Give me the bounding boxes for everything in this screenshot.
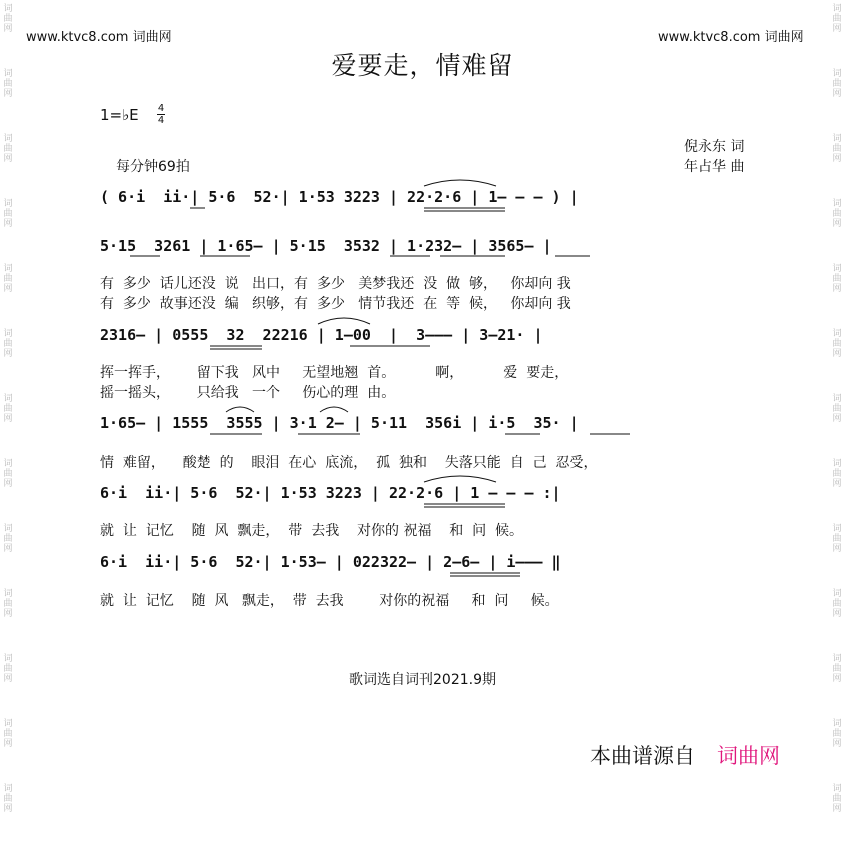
side-watermark-char: 词 xyxy=(3,524,13,534)
side-watermark-char: 曲 xyxy=(832,404,842,414)
lyric-line-4: 情 难留， 酸楚 的 眼泪 在心 底流， 孤 独和 失落只能 自 己 忍受， xyxy=(100,455,598,471)
side-watermark-char: 词 xyxy=(832,459,842,469)
site-watermark-left-text: www.ktvc8.com 词曲网 xyxy=(26,30,172,45)
side-watermark-char: 词 xyxy=(832,134,842,144)
side-watermark-char: 词 xyxy=(3,134,13,144)
side-watermark-char: 网 xyxy=(3,739,13,749)
side-watermark-char: 曲 xyxy=(832,534,842,544)
side-watermark-char: 词 xyxy=(832,4,842,14)
lyric-line-2-verse-2: 有 多少 故事还没 编 织够，有 多少 情节我还 在 等 候， 你却向 我 xyxy=(100,296,571,312)
side-watermark-char: 词 xyxy=(3,784,13,794)
side-watermark-char: 词 xyxy=(832,719,842,729)
side-watermark-char: 词 xyxy=(3,4,13,14)
lyric-line-6: 就 让 记忆 随 风 飘走， 带 去我 对你的祝福 和 问 候。 xyxy=(100,593,559,609)
side-watermark-char: 曲 xyxy=(832,599,842,609)
side-watermark-char: 网 xyxy=(832,739,842,749)
composer-credit: 年占华 曲 xyxy=(684,159,745,175)
side-watermark-char: 词 xyxy=(832,199,842,209)
side-watermark-char: 词 xyxy=(3,69,13,79)
meter-bottom: 4 xyxy=(157,115,165,126)
side-watermark-char: 网 xyxy=(3,24,13,34)
side-watermark-char: 曲 xyxy=(3,469,13,479)
side-watermark-char: 网 xyxy=(832,804,842,814)
side-watermark-char: 曲 xyxy=(3,209,13,219)
side-watermark-char: 网 xyxy=(3,349,13,359)
side-watermark-char: 曲 xyxy=(3,599,13,609)
side-watermark-char: 词 xyxy=(832,654,842,664)
notation-line-1: ( 6·i ii·| 5·6 52·| 1·53 3223 | 22·2·6 | 1— — — ) | xyxy=(100,188,579,206)
side-watermark-char: 网 xyxy=(3,479,13,489)
side-watermark-char: 曲 xyxy=(832,209,842,219)
side-watermark-char: 曲 xyxy=(832,339,842,349)
side-watermark-char: 曲 xyxy=(3,534,13,544)
notation-line-6: 6·i ii·| 5·6 52·| 1·53— | 022322— | 2—6— | i——— ‖ xyxy=(100,553,561,571)
side-watermark-char: 网 xyxy=(3,674,13,684)
side-watermark-char: 词 xyxy=(832,524,842,534)
side-watermark-char: 网 xyxy=(832,544,842,554)
side-watermark-char: 网 xyxy=(3,89,13,99)
side-watermark-char: 词 xyxy=(3,394,13,404)
side-watermark-char: 词 xyxy=(832,329,842,339)
side-watermark-char: 网 xyxy=(832,89,842,99)
side-watermark-char: 曲 xyxy=(3,274,13,284)
side-watermark-char: 词 xyxy=(3,264,13,274)
side-watermark-char: 曲 xyxy=(832,144,842,154)
notation-line-2: 5·15 3261 | 1·65— | 5·15 3532 | 1·232— | 3565— | xyxy=(100,237,552,255)
side-watermark-char: 词 xyxy=(832,784,842,794)
lyricist-credit: 倪永东 词 xyxy=(684,139,745,155)
notation-line-3: 2316— | 0555 32 22216 | 1—00 | 3——— | 3—21· | xyxy=(100,326,543,344)
side-watermark-char: 网 xyxy=(832,479,842,489)
side-watermark-char: 网 xyxy=(832,154,842,164)
side-watermark-char: 曲 xyxy=(3,339,13,349)
side-watermark-char: 网 xyxy=(832,284,842,294)
side-watermark-char: 曲 xyxy=(832,729,842,739)
side-watermark-char: 曲 xyxy=(832,14,842,24)
side-watermark-char: 曲 xyxy=(832,794,842,804)
side-watermark-char: 词 xyxy=(3,199,13,209)
side-watermark-char: 词 xyxy=(3,589,13,599)
side-watermark-char: 曲 xyxy=(3,14,13,24)
lyric-line-3-verse-2: 摇一摇头， 只给我 一个 伤心的理 由。 xyxy=(100,385,396,401)
side-watermark-char: 网 xyxy=(3,609,13,619)
side-watermark-char: 词 xyxy=(832,394,842,404)
side-watermark-char: 曲 xyxy=(832,79,842,89)
side-watermark-char: 网 xyxy=(3,804,13,814)
side-watermark-char: 曲 xyxy=(3,794,13,804)
side-watermark-char: 曲 xyxy=(3,79,13,89)
side-watermark-char: 词 xyxy=(3,654,13,664)
side-watermark-char: 曲 xyxy=(832,664,842,674)
side-watermark-char: 曲 xyxy=(3,729,13,739)
key-signature: 1=♭E xyxy=(100,106,139,124)
side-watermark-char: 曲 xyxy=(832,469,842,479)
side-watermark-char: 网 xyxy=(3,154,13,164)
source-note: 歌词选自词刊2021.9期 xyxy=(349,672,496,688)
side-watermark-char: 网 xyxy=(3,284,13,294)
side-watermark-char: 网 xyxy=(832,609,842,619)
side-watermark-char: 词 xyxy=(3,459,13,469)
side-watermark-char: 曲 xyxy=(3,664,13,674)
side-watermark-char: 网 xyxy=(832,219,842,229)
side-watermark-char: 词 xyxy=(3,719,13,729)
side-watermark-char: 网 xyxy=(3,414,13,424)
side-watermark-char: 曲 xyxy=(3,404,13,414)
side-watermark-char: 曲 xyxy=(832,274,842,284)
footer-prefix: 本曲谱源自 xyxy=(590,744,695,768)
footer-brand: 词曲网 xyxy=(717,744,780,768)
side-watermark-char: 词 xyxy=(832,264,842,274)
side-watermark-char: 词 xyxy=(832,589,842,599)
side-watermark-char: 网 xyxy=(832,24,842,34)
site-watermark-right-text: www.ktvc8.com 词曲网 xyxy=(658,30,804,45)
side-watermark-char: 词 xyxy=(3,329,13,339)
side-watermark-char: 网 xyxy=(832,414,842,424)
side-watermark-char: 词 xyxy=(832,69,842,79)
side-watermark-char: 网 xyxy=(832,674,842,684)
song-title: 爱要走，情难留 xyxy=(331,51,514,80)
side-watermark-char: 网 xyxy=(3,219,13,229)
meter-top: 4 xyxy=(157,103,165,114)
side-watermark-char: 网 xyxy=(832,349,842,359)
tempo-marking: 每分钟69拍 xyxy=(116,159,190,175)
lyric-line-3-verse-1: 挥一挥手， 留下我 风中 无望地翘 首。 啊， 爱 要走， xyxy=(100,365,569,381)
side-watermark-char: 网 xyxy=(3,544,13,554)
footer-credit xyxy=(590,740,780,770)
side-watermark-char: 曲 xyxy=(3,144,13,154)
notation-line-5: 6·i ii·| 5·6 52·| 1·53 3223 | 22·2·6 | 1 — — — :| xyxy=(100,484,561,502)
notation-line-4: 1·65— | 1555 3555 | 3·1 2— | 5·11 356i | i·5 35· | xyxy=(100,414,579,432)
lyric-line-5: 就 让 记忆 随 风 飘走， 带 去我 对你的 祝福 和 问 候。 xyxy=(100,523,524,539)
lyric-line-2-verse-1: 有 多少 话儿还没 说 出口，有 多少 美梦我还 没 做 够， 你却向 我 xyxy=(100,276,571,292)
